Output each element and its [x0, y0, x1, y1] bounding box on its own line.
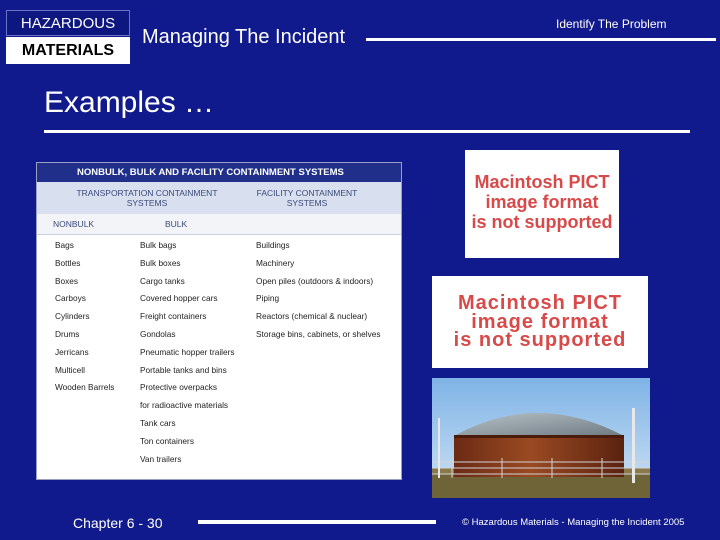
table-group-header [37, 182, 401, 214]
slide-title: Managing The Incident [142, 26, 346, 48]
table-cell: Buildings [256, 240, 290, 250]
table-cell: Pneumatic hopper trailers [140, 346, 235, 357]
col-bulk: BULK [165, 219, 188, 229]
table-cell: Wooden Barrels [55, 382, 115, 393]
table-cell: Multicell [55, 364, 85, 375]
pict2-line3: is not supported [453, 329, 627, 351]
table-cell: Bulk boxes [140, 257, 181, 268]
pict2-line2: image format [471, 311, 609, 333]
pict1-line1: Macintosh PICT [474, 172, 610, 192]
table-cell: Reactors (chemical & nuclear) [256, 311, 368, 322]
table-cell: Ton containers [140, 435, 194, 446]
table-cell: Boxes [55, 275, 79, 286]
containment-table [36, 162, 402, 480]
pict-placeholder-2 [432, 276, 648, 368]
section-title: Identify The Problem [556, 17, 667, 31]
table-cell: Freight containers [140, 311, 207, 322]
facility-group-label [245, 188, 369, 208]
table-cell: Covered hopper cars [140, 293, 218, 304]
header-divider [366, 38, 716, 41]
facility-group-line1: FACILITY CONTAINMENT [256, 188, 358, 198]
table-cell: Carboys [55, 293, 86, 304]
table-column-header [37, 214, 401, 235]
heading-underline [44, 130, 690, 133]
table-cell: Storage bins, cabinets, or shelves [256, 329, 381, 339]
slide-heading: Examples … [44, 86, 215, 119]
table-cell: Bottles [55, 257, 81, 268]
materials-badge: MATERIALS [6, 37, 130, 64]
pict1-line2: image format [485, 192, 599, 212]
storage-tank-image [432, 378, 650, 498]
table-cell: Machinery [256, 257, 295, 268]
hazardous-badge: HAZARDOUS [6, 10, 130, 36]
table-cell: Bulk bags [140, 240, 177, 250]
table-cell: Protective overpacks [140, 382, 218, 393]
transport-group-line2: SYSTEMS [126, 198, 168, 208]
pict-placeholder-1 [465, 150, 619, 258]
table-cell: Open piles (outdoors & indoors) [256, 275, 374, 286]
pict2-line1: Macintosh PICT [457, 292, 622, 314]
transport-group-line1: TRANSPORTATION CONTAINMENT [76, 188, 218, 198]
pict1-line3: is not supported [471, 212, 613, 232]
footer-divider [198, 520, 436, 524]
table-cell: Bags [55, 240, 74, 250]
table-cell: for radioactive materials [140, 400, 229, 411]
table-cell: Portable tanks and bins [140, 364, 227, 375]
col-nonbulk: NONBULK [53, 219, 95, 229]
table-cell: Gondolas [140, 329, 176, 339]
transport-group-label [67, 188, 227, 208]
copyright-notice: © Hazardous Materials - Managing the Incident 2005 [462, 517, 685, 528]
table-cell: Tank cars [140, 418, 176, 428]
table-cell: Cylinders [55, 311, 90, 322]
table-cell: Drums [55, 329, 80, 339]
table-cell: Jerricans [55, 346, 89, 357]
table-cell: Piping [256, 293, 280, 304]
table-cell: Cargo tanks [140, 275, 185, 286]
table-cell: Van trailers [140, 453, 182, 464]
chapter-number: Chapter 6 - 30 [73, 515, 163, 531]
facility-group-line2: SYSTEMS [286, 198, 328, 208]
storage-tank-photo [432, 378, 650, 498]
table-title: NONBULK, BULK AND FACILITY CONTAINMENT SYSTEMS [37, 163, 401, 182]
